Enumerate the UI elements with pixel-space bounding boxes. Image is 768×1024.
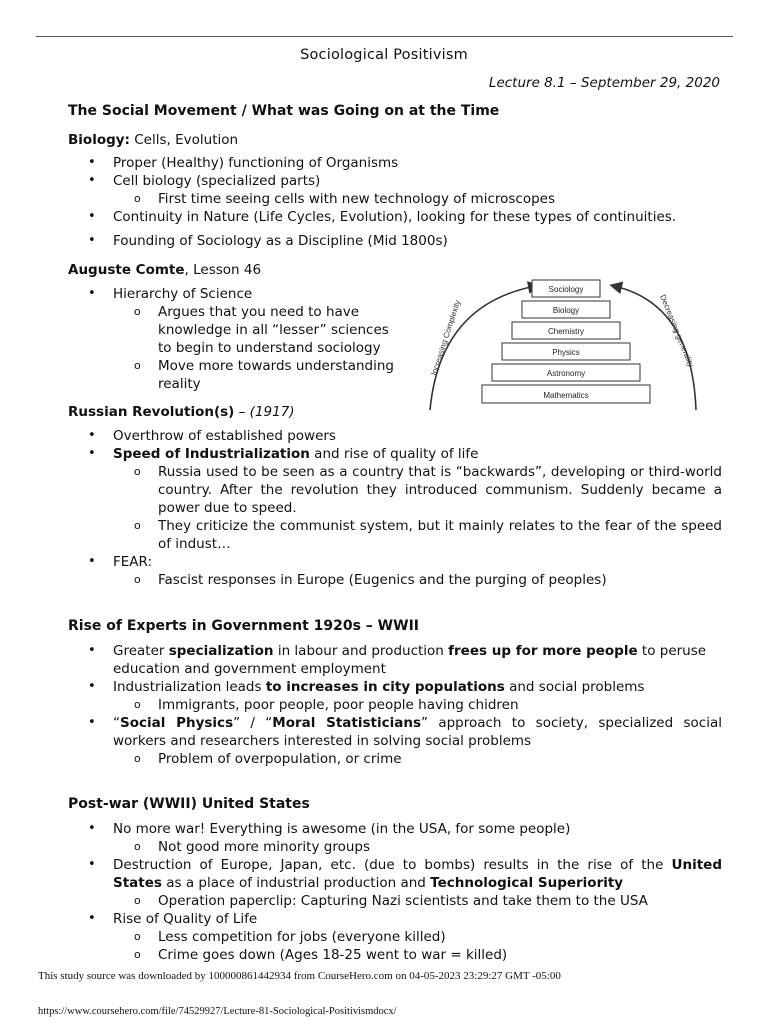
biology-label: Biology:: [68, 132, 130, 148]
list-item: • Rise of Quality of Life: [88, 911, 258, 927]
list-item: • Industrialization leads to increases in city populations and social problems: [88, 679, 645, 695]
hierarchy-of-science-diagram: [418, 270, 716, 412]
list-item: o Move more towards understanding reality: [134, 358, 394, 392]
source-url[interactable]: https://www.coursehero.com/file/74529927/Lecture-81-Sociological-Positivismdocx/: [38, 1006, 397, 1017]
lecture-date: Lecture 8.1 – September 29, 2020: [488, 75, 720, 91]
list-item: • No more war! Everything is awesome (in the USA, for some people): [88, 821, 571, 837]
top-rule: [36, 36, 733, 37]
list-item: • Cell biology (specialized parts): [88, 173, 321, 189]
list-item: o Problem of overpopulation, or crime: [134, 751, 402, 767]
list-item: • Overthrow of established powers: [88, 428, 336, 444]
level-label-mathematics: Mathematics: [543, 391, 589, 400]
bullet-icon: •: [88, 446, 96, 461]
biology-line: [68, 132, 238, 148]
sub-bullet-icon: o: [134, 359, 141, 372]
bullet-icon: •: [88, 428, 96, 443]
level-label-biology: Biology: [552, 306, 580, 315]
list-item: o First time seeing cells with new technology of microscopes: [134, 191, 556, 207]
list-item: o They criticize the communist system, but it mainly relates to the fear of the speed of indust…: [134, 518, 722, 552]
sub-bullet-icon: o: [134, 752, 141, 765]
left-arrow-label: Increasing Complexity: [429, 298, 463, 377]
list-item: • FEAR:: [88, 554, 153, 570]
list-item: • Greater specialization in labour and production frees up for more people to peruse education and government employment: [88, 643, 707, 677]
list-item: • Speed of Industrialization and rise of quality of life: [88, 446, 479, 462]
list-item: • Hierarchy of Science: [88, 286, 253, 302]
list-item: • Founding of Sociology as a Discipline (Mid 1800s): [88, 233, 448, 249]
sub-bullet-icon: o: [134, 519, 141, 532]
bullet-icon: •: [88, 679, 96, 694]
list-item: • Continuity in Nature (Life Cycles, Evolution), looking for these types of continuities.: [88, 209, 677, 225]
list-item: o Not good more minority groups: [134, 839, 370, 855]
bullet-icon: •: [88, 857, 96, 872]
download-notice: This study source was downloaded by 100000861442934 from CourseHero.com on 04-05-2023 23:29:27 GMT -05:00: [38, 970, 561, 982]
experts-list: [0, 642, 768, 768]
list-item: o Argues that you need to have knowledge in all “lesser” sciences to begin to understand sociology: [134, 304, 389, 356]
sub-bullet-icon: o: [134, 840, 141, 853]
bullet-icon: •: [88, 911, 96, 926]
level-label-chemistry: Chemistry: [547, 327, 585, 336]
list-item: o Fascist responses in Europe (Eugenics and the purging of peoples): [134, 572, 607, 588]
sub-bullet-icon: o: [134, 305, 141, 318]
bullet-icon: •: [88, 233, 96, 248]
bullet-icon: •: [88, 155, 96, 170]
list-item: • Proper (Healthy) functioning of Organisms: [88, 155, 399, 171]
sub-bullet-icon: o: [134, 573, 141, 586]
postwar-list: [0, 820, 768, 964]
biology-list: [0, 154, 768, 250]
bullet-icon: •: [88, 286, 96, 301]
sub-bullet-icon: o: [134, 948, 141, 961]
sub-bullet-icon: o: [134, 930, 141, 943]
postwar-heading: Post-war (WWII) United States: [68, 796, 310, 812]
right-arrow-label: Decreasing generality: [658, 293, 696, 369]
sub-bullet-icon: o: [134, 192, 141, 205]
bullet-icon: •: [88, 821, 96, 836]
list-item: o Russia used to be seen as a country that is “backwards”, developing or third-world country. After the revolution they introduced communism. Suddenly became a power due to speed.: [134, 464, 722, 516]
section-heading-social-movement: The Social Movement / What was Going on at the Time: [68, 103, 500, 119]
russia-heading: Russian Revolution(s) – (1917): [68, 404, 295, 420]
comte-heading: Auguste Comte, Lesson 46: [68, 262, 262, 278]
list-item: o Immigrants, poor people, poor people having chidren: [134, 697, 519, 713]
biology-text: Cells, Evolution: [129, 132, 239, 148]
level-label-astronomy: Astronomy: [546, 369, 586, 378]
sub-bullet-icon: o: [134, 894, 141, 907]
experts-heading: Rise of Experts in Government 1920s – WWII: [68, 618, 419, 634]
list-item: o Less competition for jobs (everyone killed): [134, 929, 446, 945]
sub-bullet-icon: o: [134, 698, 141, 711]
russia-list: [0, 427, 768, 589]
bullet-icon: •: [88, 173, 96, 188]
bullet-icon: •: [88, 715, 96, 730]
list-item: o Operation paperclip: Capturing Nazi scientists and take them to the USA: [134, 893, 648, 909]
list-item: • “Social Physics” / “Moral Statisticians” approach to society, specialized social workers and researchers interested in solving social problems: [88, 715, 722, 749]
level-label-sociology: Sociology: [548, 285, 584, 294]
comte-list: [0, 285, 400, 393]
bullet-icon: •: [88, 209, 96, 224]
page-title: Sociological Positivism: [300, 47, 468, 63]
list-item: o Crime goes down (Ages 18-25 went to war = killed): [134, 947, 508, 963]
bullet-icon: •: [88, 554, 96, 569]
level-label-physics: Physics: [552, 348, 580, 357]
sub-bullet-icon: o: [134, 465, 141, 478]
bullet-icon: •: [88, 643, 96, 658]
list-item: • Destruction of Europe, Japan, etc. (due to bombs) results in the rise of the United States as a place of industrial production and Technological Superiority: [88, 857, 722, 891]
